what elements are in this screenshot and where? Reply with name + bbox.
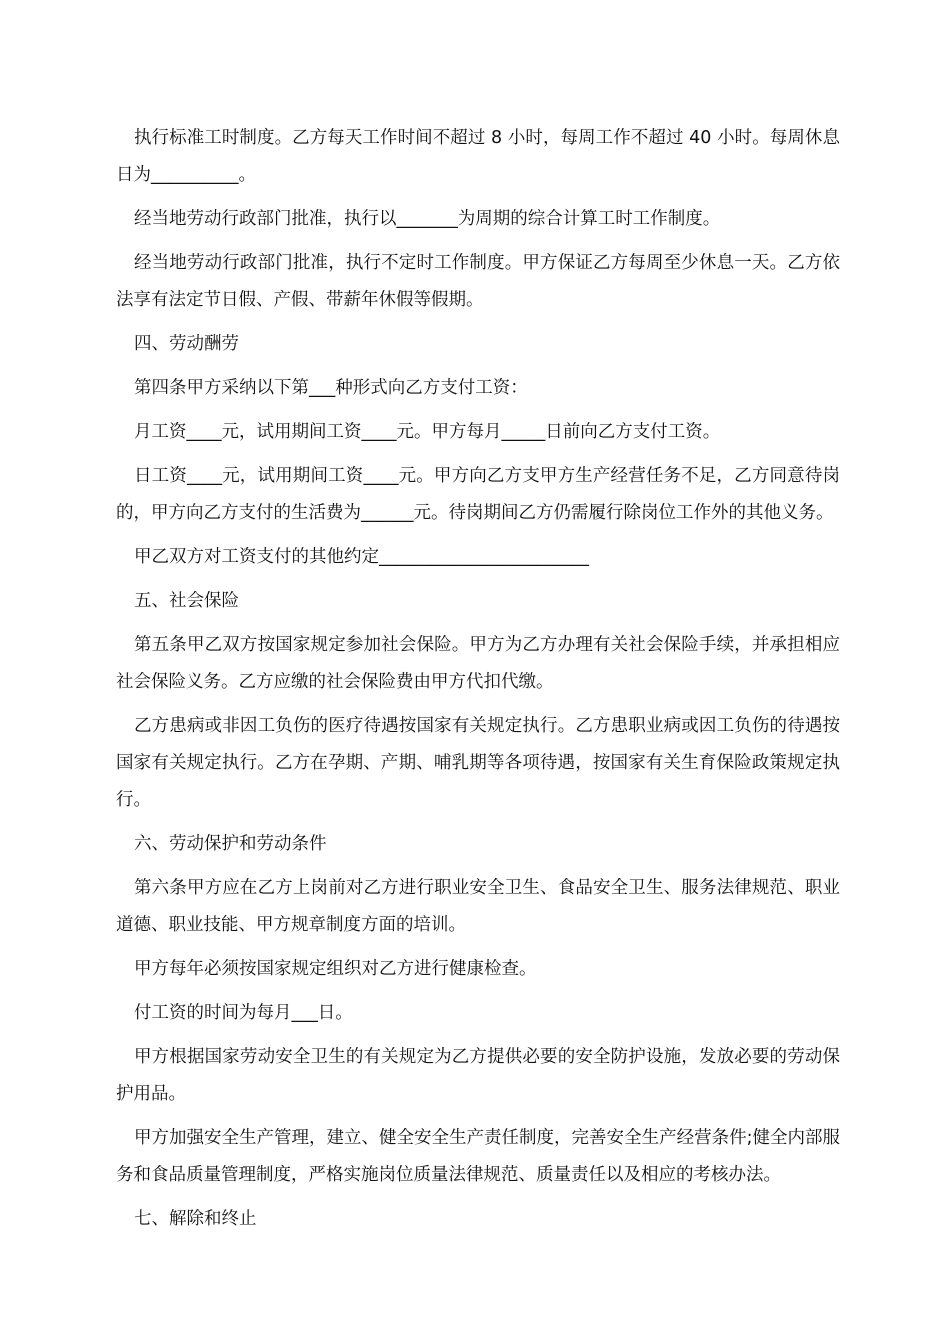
paragraph-safety-facilities: 甲方根据国家劳动安全卫生的有关规定为乙方提供必要的安全防护设施，发放必要的劳动保护用品。 xyxy=(116,1047,840,1104)
section-heading-termination: 七、解除和终止 xyxy=(134,1209,257,1229)
paragraph-article-4: 第四条甲方采纳以下第___种形式向乙方支付工资： xyxy=(134,378,528,398)
paragraph-flexible-hours: 经当地劳动行政部门批准，执行不定时工作制度。甲方保证乙方每周至少休息一天。乙方依法享有法定节日假、产假、带薪年休假等假期。 xyxy=(116,253,840,310)
paragraph-monthly-wage: 月工资____元，试用期间工资____元。甲方每月_____日前向乙方支付工资。 xyxy=(134,422,721,442)
document-page xyxy=(116,120,840,1245)
paragraph-safety-management: 甲方加强安全生产管理，建立、健全安全生产责任制度，完善安全生产经营条件;健全内部服务和食品质量管理制度，严格实施岗位质量法律规范、质量责任以及相应的考核办法。 xyxy=(116,1128,840,1185)
section-heading-labor-protection: 六、劳动保护和劳动条件 xyxy=(134,834,327,854)
section-heading-remuneration: 四、劳动酬劳 xyxy=(134,334,239,354)
paragraph-other-wage-terms: 甲乙双方对工资支付的其他约定________________________ xyxy=(134,547,589,567)
paragraph-standard-hours: 执行标准工时制度。乙方每天工作时间不超过 8 小时，每周工作不超过 40 小时。每周休息日为__________。 xyxy=(116,128,840,185)
paragraph-article-5: 第五条甲乙双方按国家规定参加社会保险。甲方为乙方办理有关社会保险手续，并承担相应社会保险义务。乙方应缴的社会保险费由甲方代扣代缴。 xyxy=(116,635,840,692)
paragraph-pay-date: 付工资的时间为每月___日。 xyxy=(134,1003,353,1023)
section-heading-social-insurance: 五、社会保险 xyxy=(134,591,239,611)
paragraph-medical-treatment: 乙方患病或非因工负伤的医疗待遇按国家有关规定执行。乙方患职业病或因工负伤的待遇按国家有关规定执行。乙方在孕期、产期、哺乳期等各项待遇，按国家有关生育保险政策规定执行。 xyxy=(116,716,840,810)
paragraph-daily-wage: 日工资____元，试用期间工资____元。甲方向乙方支甲方生产经营任务不足，乙方同意待岗的，甲方向乙方支付的生活费为______元。待岗期间乙方仍需履行除岗位工作外的其他义务。 xyxy=(116,466,840,523)
paragraph-comprehensive-hours: 经当地劳动行政部门批准，执行以_______为周期的综合计算工时工作制度。 xyxy=(134,209,721,229)
paragraph-health-check: 甲方每年必须按国家规定组织对乙方进行健康检查。 xyxy=(134,959,537,979)
paragraph-article-6: 第六条甲方应在乙方上岗前对乙方进行职业安全卫生、食品安全卫生、服务法律规范、职业道德、职业技能、甲方规章制度方面的培训。 xyxy=(116,878,840,935)
